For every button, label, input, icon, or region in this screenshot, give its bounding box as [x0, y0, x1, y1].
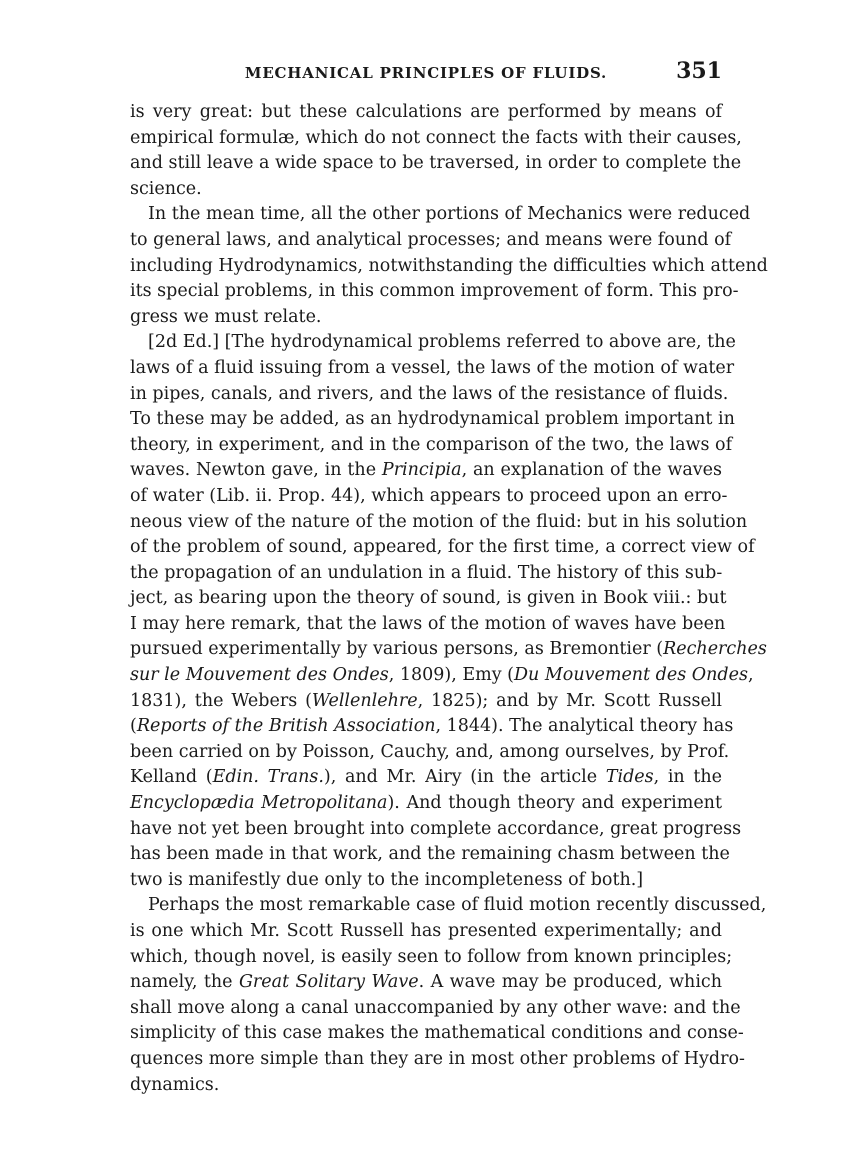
text-line: laws of a fluid issuing from a vessel, the laws of the motion of water — [130, 357, 735, 378]
text-line: has been made in that work, and the remaining chasm between the — [130, 844, 730, 865]
text-line: neous view of the nature of the motion of the fluid: but in his solution — [130, 511, 748, 532]
text-line: Encyclopædia Metropolitana). And though theory and experiment — [130, 793, 722, 814]
text-line: In the mean time, all the other portions of Mechanics were reduced — [148, 204, 751, 225]
text-line: its special problems, in this common improvement of form. This pro- — [130, 281, 739, 302]
text-line: gress we must relate. — [130, 306, 322, 327]
text-line: and still leave a wide space to be traversed, in order to complete the — [130, 153, 742, 174]
text-line: is very great: but these calculations are performed by means of — [130, 102, 722, 122]
paragraph — [130, 100, 742, 202]
text-line: two is manifestly due only to the incompleteness of both.] — [130, 869, 644, 890]
text-line: is one which Mr. Scott Russell has presented experimentally; and — [130, 921, 722, 941]
text-line: [2d Ed.] [The hydrodynamical problems referred to above are, the — [148, 332, 736, 353]
page-header — [130, 58, 722, 88]
text-line: sur le Mouvement des Ondes, 1809), Emy (Du Mouvement des Ondes, — [130, 665, 754, 686]
text-line: which, though novel, is easily seen to follow from known principles; — [130, 946, 733, 967]
text-line: including Hydrodynamics, notwithstanding the difficulties which attend — [130, 255, 768, 276]
text-line: namely, the Great Solitary Wave. A wave may be produced, which — [130, 972, 722, 993]
text-line: empirical formulæ, which do not connect the facts with their causes, — [130, 127, 742, 148]
text-line: To these may be added, as an hydrodynamical problem important in — [130, 409, 735, 430]
text-line: of water (Lib. ii. Prop. 44), which appears to proceed upon an erro- — [130, 485, 728, 506]
paragraph — [130, 330, 767, 893]
text-line: have not yet been brought into complete accordance, great progress — [130, 818, 742, 839]
text-line: to general laws, and analytical processes; and means were found of — [130, 229, 732, 250]
text-line: 1831), the Webers (Wellenlehre, 1825); and by Mr. Scott Russell — [130, 690, 722, 711]
paragraph — [130, 893, 767, 1098]
text-line: Kelland (Edin. Trans.), and Mr. Airy (in the article Tides, in the — [130, 767, 723, 788]
text-line: ject, as bearing upon the theory of sound, is given in Book viii.: but — [130, 588, 727, 609]
text-line: I may here remark, that the laws of the motion of waves have been — [130, 613, 726, 634]
text-line: pursued experimentally by various persons, as Bremontier (Recherches — [130, 639, 767, 660]
text-line: quences more simple than they are in most other problems of Hydro- — [130, 1048, 745, 1069]
text-line: theory, in experiment, and in the comparison of the two, the laws of — [130, 434, 733, 455]
text-line: been carried on by Poisson, Cauchy, and, among ourselves, by Prof. — [130, 741, 730, 762]
running-head: MECHANICAL PRINCIPLES OF FLUIDS. — [244, 64, 608, 82]
text-line: science. — [130, 178, 202, 199]
text-line: Perhaps the most remarkable case of fluid motion recently discussed, — [148, 895, 767, 916]
text-line: dynamics. — [130, 1074, 220, 1095]
paragraph — [130, 202, 768, 330]
text-line: simplicity of this case makes the mathematical conditions and conse- — [130, 1023, 744, 1044]
page-number: 351 — [676, 58, 722, 84]
text-line: waves. Newton gave, in the Principia, an explanation of the waves — [130, 460, 722, 481]
text-line: in pipes, canals, and rivers, and the laws of the resistance of fluids. — [130, 383, 729, 404]
body-text — [130, 100, 768, 1098]
text-line: of the problem of sound, appeared, for the first time, a correct view of — [130, 537, 755, 558]
text-line: shall move along a canal unaccompanied by any other wave: and the — [130, 997, 741, 1018]
text-line: (Reports of the British Association, 1844). The analytical theory has — [130, 716, 734, 737]
text-line: the propagation of an undulation in a fluid. The history of this sub- — [130, 562, 723, 583]
